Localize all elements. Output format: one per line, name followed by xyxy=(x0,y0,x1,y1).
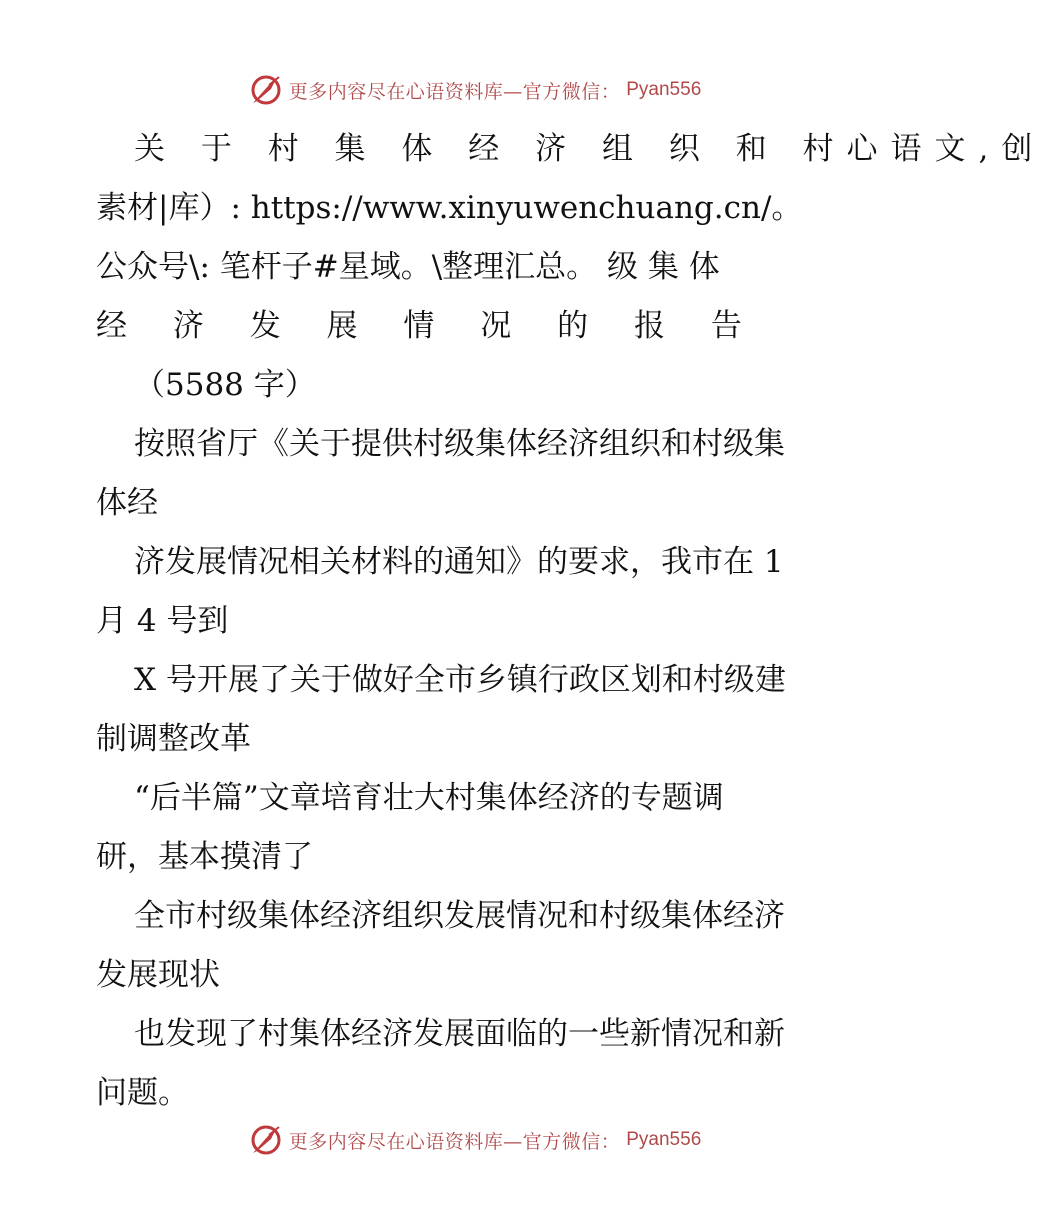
body-line: （5588 字） xyxy=(134,367,316,403)
body-line: 月 4 号到 xyxy=(96,603,229,639)
body-line: 公众号\: 笔杆子#星域。\整理汇总。 级 集 体 xyxy=(96,249,720,285)
body-line: 体经 xyxy=(96,485,158,521)
body-line: X 号开展了关于做好全市乡镇行政区划和村级建 xyxy=(134,662,786,698)
banner-text: 更多内容尽在心语资料库 xyxy=(288,80,504,103)
body-line: 问题。 xyxy=(96,1075,189,1111)
banner-dash: — xyxy=(503,80,523,103)
banner-text: 更多内容尽在心语资料库 xyxy=(288,1130,504,1153)
banner-wechat-id: Pyan556 xyxy=(626,1129,702,1150)
quill-logo-icon xyxy=(249,1123,283,1157)
body-line: 发展现状 xyxy=(96,957,220,993)
header-watermark-banner xyxy=(0,70,950,110)
body-line: 按照省厅《关于提供村级集体经济组织和村级集 xyxy=(134,426,785,462)
body-line: “后半篇”文章培育壮大村集体经济的专题调 xyxy=(134,780,724,816)
body-line: 经 济 发 展 情 况 的 报 告 xyxy=(96,308,760,344)
banner-wechat-label: 官方微信： xyxy=(522,80,621,103)
body-line: 关 于 村 集 体 经 济 组 织 和 村心语文,创 xyxy=(134,131,1045,167)
body-line: 全市村级集体经济组织发展情况和村级集体经济 xyxy=(134,898,785,934)
body-line: 制调整改革 xyxy=(96,721,251,757)
document-body xyxy=(96,120,1045,1123)
banner-dash: — xyxy=(503,1130,523,1153)
banner-wechat-label: 官方微信： xyxy=(522,1130,621,1153)
body-line: 研，基本摸清了 xyxy=(96,839,313,875)
footer-watermark-banner xyxy=(0,1120,950,1160)
body-line: 济发展情况相关材料的通知》的要求，我市在 1 xyxy=(134,544,784,580)
body-line: 素材|库）: https://www.xinyuwenchuang.cn/。 xyxy=(96,190,803,226)
banner-wechat-id: Pyan556 xyxy=(626,79,702,100)
quill-logo-icon xyxy=(249,73,283,107)
body-line: 也发现了村集体经济发展面临的一些新情况和新 xyxy=(134,1016,785,1052)
